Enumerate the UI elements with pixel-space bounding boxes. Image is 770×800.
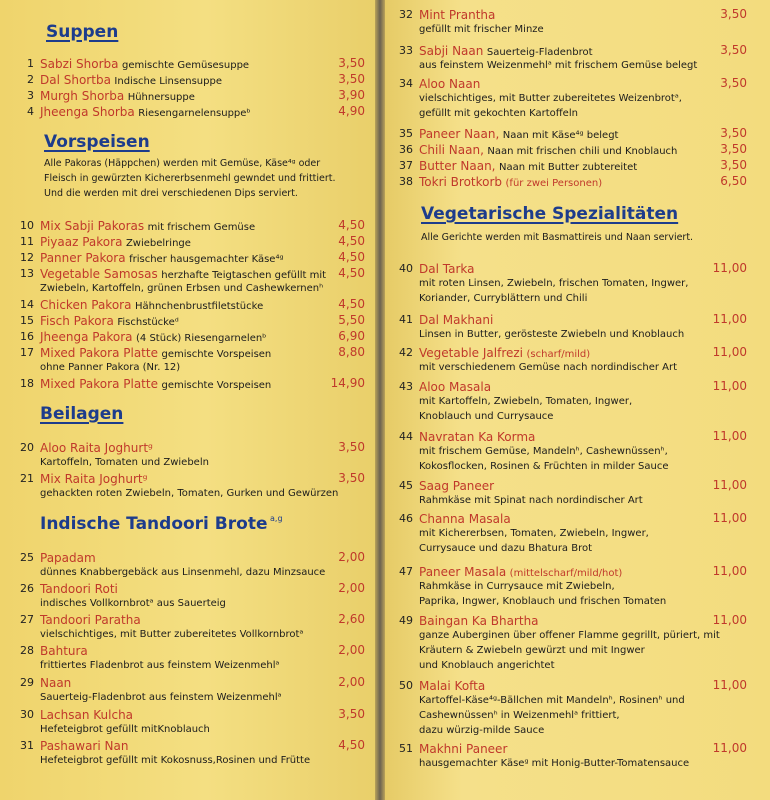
item-description: gemischte Vorspeisen (161, 380, 272, 391)
item-name: Fisch Pakora (40, 314, 114, 328)
item-detail-line: mit verschiedenem Gemüse nach nordindischer Art (419, 362, 678, 373)
allergen-superscript: a,g (267, 514, 283, 523)
item-name: Vegetable Jalfrezi (419, 346, 524, 360)
item-number: 33 (399, 44, 413, 57)
item-number: 13 (20, 267, 34, 280)
item-detail-line: dazu würzig-milde Sauce (419, 725, 545, 736)
item-description: Riesengarnelensuppeᵇ (138, 108, 251, 119)
item-price: 2,00 (338, 550, 365, 564)
section-heading (44, 132, 150, 152)
item-price: 3,50 (338, 72, 365, 86)
item-price: 11,00 (712, 312, 747, 326)
item-number: 17 (20, 346, 34, 359)
item-detail-line: gefüllt mit frischer Minze (419, 24, 544, 35)
item-number: 20 (20, 441, 34, 454)
item-description: Naan mit frischen chili und Knoblauch (487, 146, 678, 157)
item-price: 4,50 (338, 218, 365, 232)
menu-item (40, 739, 128, 753)
item-number: 46 (399, 512, 413, 525)
menu-item (40, 251, 284, 265)
item-number: 28 (20, 644, 34, 657)
item-detail-line: Kartoffel-Käse⁴ᵍ-Bällchen mit Mandelnʰ, Rosinenʰ und (419, 695, 685, 706)
menu-item (40, 441, 153, 455)
section-title: Vorspeisen (44, 132, 150, 152)
item-price: 11,00 (712, 379, 747, 393)
item-number: 36 (399, 143, 413, 156)
item-name: Aloo Naan (419, 77, 481, 91)
item-detail-line: Hefeteigbrot gefüllt mit Kokosnuss,Rosinen und Frütte (40, 755, 311, 766)
note-line: Alle Pakoras (Häppchen) werden mit Gemüse, Käse⁴ᵍ oder (44, 158, 321, 169)
item-name: Naan (40, 676, 72, 690)
item-number: 35 (399, 127, 413, 140)
item-name: Paneer Masala (419, 565, 507, 579)
item-description: Naan mit Butter zubtereitet (498, 162, 638, 173)
item-description: Hühnersuppe (127, 92, 195, 103)
menu-item (419, 742, 507, 756)
item-detail-line: mit roten Linsen, Zwiebeln, frischen Tomaten, Ingwer, (419, 278, 689, 289)
item-price: 11,00 (712, 511, 747, 525)
menu-item (40, 73, 222, 87)
item-name: Jheenga Pakora (40, 330, 133, 344)
item-description: Zwiebelringe (125, 238, 191, 249)
item-description: frischer hausgemachter Käse⁴ᵍ (129, 254, 284, 265)
item-number: 10 (20, 219, 34, 232)
item-description: mit frischem Gemüse (147, 222, 256, 233)
item-detail-line: vielschichtiges, mit Butter zubereitetes Weizenbrotᵃ, (419, 93, 682, 104)
item-price: 3,50 (338, 56, 365, 70)
note-line: Und die werden mit drei verschiedenen Dips serviert. (44, 188, 298, 199)
menu-item (419, 77, 480, 91)
note-line: Fleisch in gewürzten Kichererbsenmehl gewndet und frittiert. (44, 173, 336, 184)
item-number: 42 (399, 346, 413, 359)
item-name: Dal Tarka (419, 262, 475, 276)
item-detail-line: und Knoblauch angerichtet (419, 660, 555, 671)
item-name: Mixed Pakora Platte (40, 346, 158, 360)
item-price: 6,50 (720, 174, 747, 188)
menu-item (40, 314, 179, 328)
note-line: Alle Gerichte werden mit Basmattireis und Naan serviert. (421, 232, 694, 243)
item-price: 4,50 (338, 234, 365, 248)
menu-item (40, 708, 133, 722)
item-number: 1 (27, 57, 34, 70)
menu-item (419, 159, 637, 173)
item-name: Tandoori Roti (40, 582, 118, 596)
item-detail-line: frittiertes Fladenbrot aus feinstem Weizenmehlᵃ (40, 660, 280, 671)
item-detail-line: indisches Vollkornbrotᵃ aus Sauerteig (40, 598, 226, 609)
item-detail-line: aus feinstem Weizenmehlᵃ mit frischem Gemüse belegt (419, 60, 698, 71)
item-number: 49 (399, 614, 413, 627)
item-number: 47 (399, 565, 413, 578)
item-detail-line: dünnes Knabbergebäck aus Linsenmehl, dazu Minzsauce (40, 567, 326, 578)
item-number: 37 (399, 159, 413, 172)
item-description: gemischte Vorspeisen (161, 349, 272, 360)
section-note (44, 156, 336, 201)
menu-item (419, 262, 474, 276)
item-name: Sabzi Shorba (40, 57, 119, 71)
item-price: 5,50 (338, 313, 365, 327)
item-price: 4,90 (338, 104, 365, 118)
item-number: 21 (20, 472, 34, 485)
item-hint: (für zwei Personen) (505, 178, 603, 189)
menu-item (419, 346, 590, 360)
item-price: 11,00 (712, 564, 747, 578)
item-detail-line: Kokosflocken, Rosinen & Früchten in milder Sauce (419, 461, 669, 472)
item-name: Aloo Masala (419, 380, 492, 394)
menu-item (40, 676, 71, 690)
item-price: 2,00 (338, 675, 365, 689)
item-detail-line: Hefeteigbrot gefüllt mitKnoblauch (40, 724, 210, 735)
item-detail-line: Cashewnüssenʰ in Weizenmehlᵃ frittiert, (419, 710, 620, 721)
item-detail-line: Sauerteig-Fladenbrot aus feinstem Weizenmehlᵃ (40, 692, 282, 703)
menu-item (40, 472, 147, 486)
menu-item (419, 512, 511, 526)
item-name: Panner Pakora (40, 251, 126, 265)
item-number: 12 (20, 251, 34, 264)
item-price: 11,00 (712, 478, 747, 492)
item-price: 8,80 (338, 345, 365, 359)
item-price: 11,00 (712, 741, 747, 755)
item-price: 3,50 (720, 43, 747, 57)
menu-item (40, 644, 88, 658)
menu-item (40, 613, 141, 627)
item-number: 11 (20, 235, 34, 248)
item-name: Baingan Ka Bhartha (419, 614, 539, 628)
item-name: Sabji Naan (419, 44, 484, 58)
item-detail-line: ohne Panner Pakora (Nr. 12) (40, 362, 181, 373)
menu-item (40, 551, 96, 565)
item-detail-line: vielschichtiges, mit Butter zubereitetes Vollkornbrotᵃ (40, 629, 304, 640)
menu-item (40, 267, 326, 281)
menu-item (40, 298, 263, 312)
item-number: 34 (399, 77, 413, 90)
item-description: gemischte Gemüsesuppe (122, 60, 250, 71)
section-heading (40, 514, 283, 534)
menu-item (419, 614, 539, 628)
item-hint: (mittelscharf/mild/hot) (509, 568, 623, 579)
section-title: Beilagen (40, 404, 124, 424)
item-name: Mix Raita Joghurtᵍ (40, 472, 148, 486)
item-number: 40 (399, 262, 413, 275)
item-price: 11,00 (712, 261, 747, 275)
item-number: 41 (399, 313, 413, 326)
menu-item (40, 346, 271, 360)
section-title: Indische Tandoori Brote (40, 514, 268, 534)
item-price: 2,00 (338, 581, 365, 595)
item-name: Mixed Pakora Platte (40, 377, 158, 391)
item-detail-line: Paprika, Ingwer, Knoblauch und frischen Tomaten (419, 596, 667, 607)
menu-item (419, 430, 535, 444)
item-description: herzhafte Teigtaschen gefüllt mit (161, 270, 327, 281)
item-detail-line: Rahmkäse in Currysauce mit Zwiebeln, (419, 581, 615, 592)
section-heading (46, 22, 118, 42)
item-number: 18 (20, 377, 34, 390)
item-name: Butter Naan, (419, 159, 496, 173)
menu-item (419, 313, 493, 327)
item-number: 14 (20, 298, 34, 311)
menu-item (40, 105, 251, 119)
item-price: 3,90 (338, 88, 365, 102)
item-price: 11,00 (712, 345, 747, 359)
item-price: 3,50 (338, 707, 365, 721)
book-gutter (375, 0, 385, 800)
item-detail-line: Currysauce und dazu Bhatura Brot (419, 543, 593, 554)
item-price: 4,50 (338, 250, 365, 264)
item-number: 30 (20, 708, 34, 721)
item-description: Naan mit Käse⁴ᵍ belegt (502, 130, 619, 141)
item-name: Makhni Paneer (419, 742, 508, 756)
item-description: Hähnchenbrustfiletstücke (134, 301, 264, 312)
item-detail-line: Zwiebeln, Kartoffeln, grünen Erbsen und Cashewkernenʰ (40, 283, 324, 294)
menu-item (40, 219, 255, 233)
item-number: 26 (20, 582, 34, 595)
item-name: Navratan Ka Korma (419, 430, 536, 444)
item-detail-line: mit Kichererbsen, Tomaten, Zwiebeln, Ingwer, (419, 528, 649, 539)
item-name: Murgh Shorba (40, 89, 125, 103)
item-number: 27 (20, 613, 34, 626)
item-detail-line: gefüllt mit gekochten Kartoffeln (419, 108, 578, 119)
item-price: 11,00 (712, 613, 747, 627)
item-number: 4 (27, 105, 34, 118)
item-name: Aloo Raita Joghurtᵍ (40, 441, 153, 455)
menu-page-right (385, 0, 770, 800)
section-title: Vegetarische Spezialitäten (421, 204, 679, 224)
menu-item (40, 582, 118, 596)
item-price: 2,60 (338, 612, 365, 626)
item-detail-line: Linsen in Butter, gerösteste Zwiebeln und Knoblauch (419, 329, 685, 340)
item-price: 3,50 (720, 158, 747, 172)
item-description: Fischstückeᵈ (117, 317, 179, 328)
item-detail-line: gehackten roten Zwiebeln, Tomaten, Gurken und Gewürzen (40, 488, 339, 499)
menu-item (419, 380, 491, 394)
item-number: 44 (399, 430, 413, 443)
item-name: Piyaaz Pakora (40, 235, 123, 249)
item-name: Jheenga Shorba (40, 105, 135, 119)
item-price: 2,00 (338, 643, 365, 657)
item-name: Lachsan Kulcha (40, 708, 134, 722)
item-price: 11,00 (712, 429, 747, 443)
menu-item (419, 479, 494, 493)
item-name: Pashawari Nan (40, 739, 129, 753)
section-heading (421, 204, 678, 224)
item-name: Mint Prantha (419, 8, 496, 22)
item-price: 4,50 (338, 266, 365, 280)
item-number: 2 (27, 73, 34, 86)
item-detail-line: mit Kartoffeln, Zwiebeln, Tomaten, Ingwer, (419, 396, 633, 407)
item-number: 29 (20, 676, 34, 689)
menu-item (40, 377, 271, 391)
menu-item (40, 89, 195, 103)
item-price: 14,90 (330, 376, 365, 390)
item-name: Mix Sabji Pakoras (40, 219, 145, 233)
item-detail-line: Knoblauch und Currysauce (419, 411, 554, 422)
item-price: 3,50 (720, 126, 747, 140)
item-description: (4 Stück) Riesengarnelenᵇ (136, 333, 267, 344)
item-name: Tandoori Paratha (40, 613, 141, 627)
section-heading (40, 404, 123, 424)
menu-item (419, 143, 677, 157)
item-price: 3,50 (720, 142, 747, 156)
item-name: Chili Naan, (419, 143, 484, 157)
item-detail-line: Kartoffeln, Tomaten und Zwiebeln (40, 457, 209, 468)
item-detail-line: mit frischem Gemüse, Mandelnʰ, Cashewnüssenʰ, (419, 446, 668, 457)
item-number: 50 (399, 679, 413, 692)
item-price: 3,50 (720, 76, 747, 90)
menu-item (419, 679, 485, 693)
item-name: Dal Shortba (40, 73, 111, 87)
menu-item (419, 8, 495, 22)
menu-item (419, 44, 593, 58)
item-number: 25 (20, 551, 34, 564)
item-hint: (scharf/mild) (526, 349, 591, 360)
item-price: 6,90 (338, 329, 365, 343)
menu-item (40, 235, 191, 249)
item-name: Malai Kofta (419, 679, 486, 693)
item-price: 4,50 (338, 297, 365, 311)
menu-item (40, 57, 249, 71)
item-description: Sauerteig-Fladenbrot (486, 47, 593, 58)
item-number: 38 (399, 175, 413, 188)
item-number: 16 (20, 330, 34, 343)
item-number: 45 (399, 479, 413, 492)
item-name: Chicken Pakora (40, 298, 132, 312)
item-detail-line: hausgemachter Käseᵍ mit Honig-Butter-Tomatensauce (419, 758, 690, 769)
item-number: 31 (20, 739, 34, 752)
item-price: 4,50 (338, 738, 365, 752)
item-number: 32 (399, 8, 413, 21)
item-name: Paneer Naan, (419, 127, 500, 141)
item-price: 3,50 (338, 471, 365, 485)
item-detail-line: Rahmkäse mit Spinat nach nordindischer Art (419, 495, 643, 506)
item-price: 3,50 (720, 7, 747, 21)
section-note (421, 230, 693, 245)
item-name: Channa Masala (419, 512, 511, 526)
item-detail-line: ganze Auberginen über offener Flamme gegrillt, püriert, mit (419, 630, 720, 641)
item-number: 43 (399, 380, 413, 393)
item-name: Tokri Brotkorb (419, 175, 503, 189)
menu-item (40, 330, 266, 344)
item-price: 3,50 (338, 440, 365, 454)
section-title: Suppen (46, 22, 119, 42)
item-name: Dal Makhani (419, 313, 494, 327)
item-name: Vegetable Samosas (40, 267, 158, 281)
item-number: 15 (20, 314, 34, 327)
item-number: 51 (399, 742, 413, 755)
item-name: Saag Paneer (419, 479, 495, 493)
item-number: 3 (27, 89, 34, 102)
menu-item (419, 565, 622, 579)
item-name: Papadam (40, 551, 96, 565)
item-description: Indische Linsensuppe (114, 76, 222, 87)
item-name: Bahtura (40, 644, 88, 658)
menu-item (419, 175, 602, 189)
item-price: 11,00 (712, 678, 747, 692)
item-detail-line: Koriander, Curryblättern und Chili (419, 293, 588, 304)
item-detail-line: Kräutern & Zwiebeln gewürzt und mit Ingwer (419, 645, 645, 656)
menu-item (419, 127, 618, 141)
menu-page-left (0, 0, 375, 800)
